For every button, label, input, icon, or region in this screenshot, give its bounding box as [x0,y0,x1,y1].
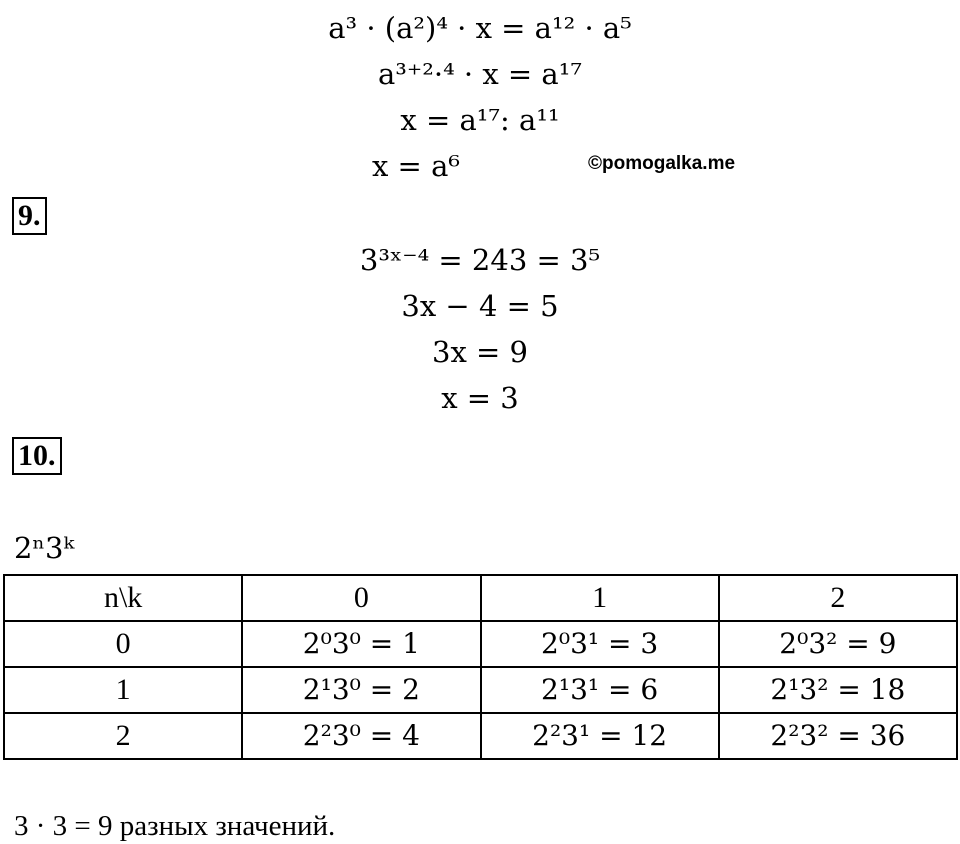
table-column-header: 0 [242,575,480,621]
task-10-label: 10. [12,437,62,475]
table-row-header: 2 [4,713,242,759]
table-cell: 2²3⁰ = 4 [242,713,480,759]
watermark: ©pomogalka.me [588,153,736,174]
table-cell: 2¹3² = 18 [719,667,957,713]
task8-equation-3: x = a¹⁷: a¹¹ [400,103,560,137]
values-table [3,574,958,760]
table-cell: 2⁰3² = 9 [719,621,957,667]
table-cell: 2¹3¹ = 6 [481,667,719,713]
table-header-row [4,575,957,621]
task8-equation-1: a³ · (a²)⁴ · x = a¹² · a⁵ [328,11,632,45]
task10-conclusion: 3 · 3 = 9 разных значений. [14,810,336,842]
task9-equation-1: 3³ˣ⁻⁴ = 243 = 3⁵ [359,243,601,277]
table-cell: 2⁰3⁰ = 1 [242,621,480,667]
table-corner-cell: n\k [4,575,242,621]
task-9-label: 9. [12,197,47,235]
table-row-header: 0 [4,621,242,667]
table-row-header: 1 [4,667,242,713]
table-column-header: 2 [719,575,957,621]
table-cell: 2⁰3¹ = 3 [481,621,719,667]
task10-formula: 2ⁿ3ᵏ [14,531,75,565]
table-row [4,621,957,667]
table-row [4,667,957,713]
task9-equation-4: x = 3 [441,381,519,415]
table-cell: 2²3² = 36 [719,713,957,759]
task9-equation-2: 3x − 4 = 5 [401,289,559,323]
table-cell: 2²3¹ = 12 [481,713,719,759]
task9-equation-3: 3x = 9 [432,335,528,369]
task8-equation-2: a³⁺²·⁴ · x = a¹⁷ [378,57,582,91]
table-column-header: 1 [481,575,719,621]
task8-equation-4: x = a⁶ [371,149,460,183]
table-row [4,713,957,759]
table-cell: 2¹3⁰ = 2 [242,667,480,713]
